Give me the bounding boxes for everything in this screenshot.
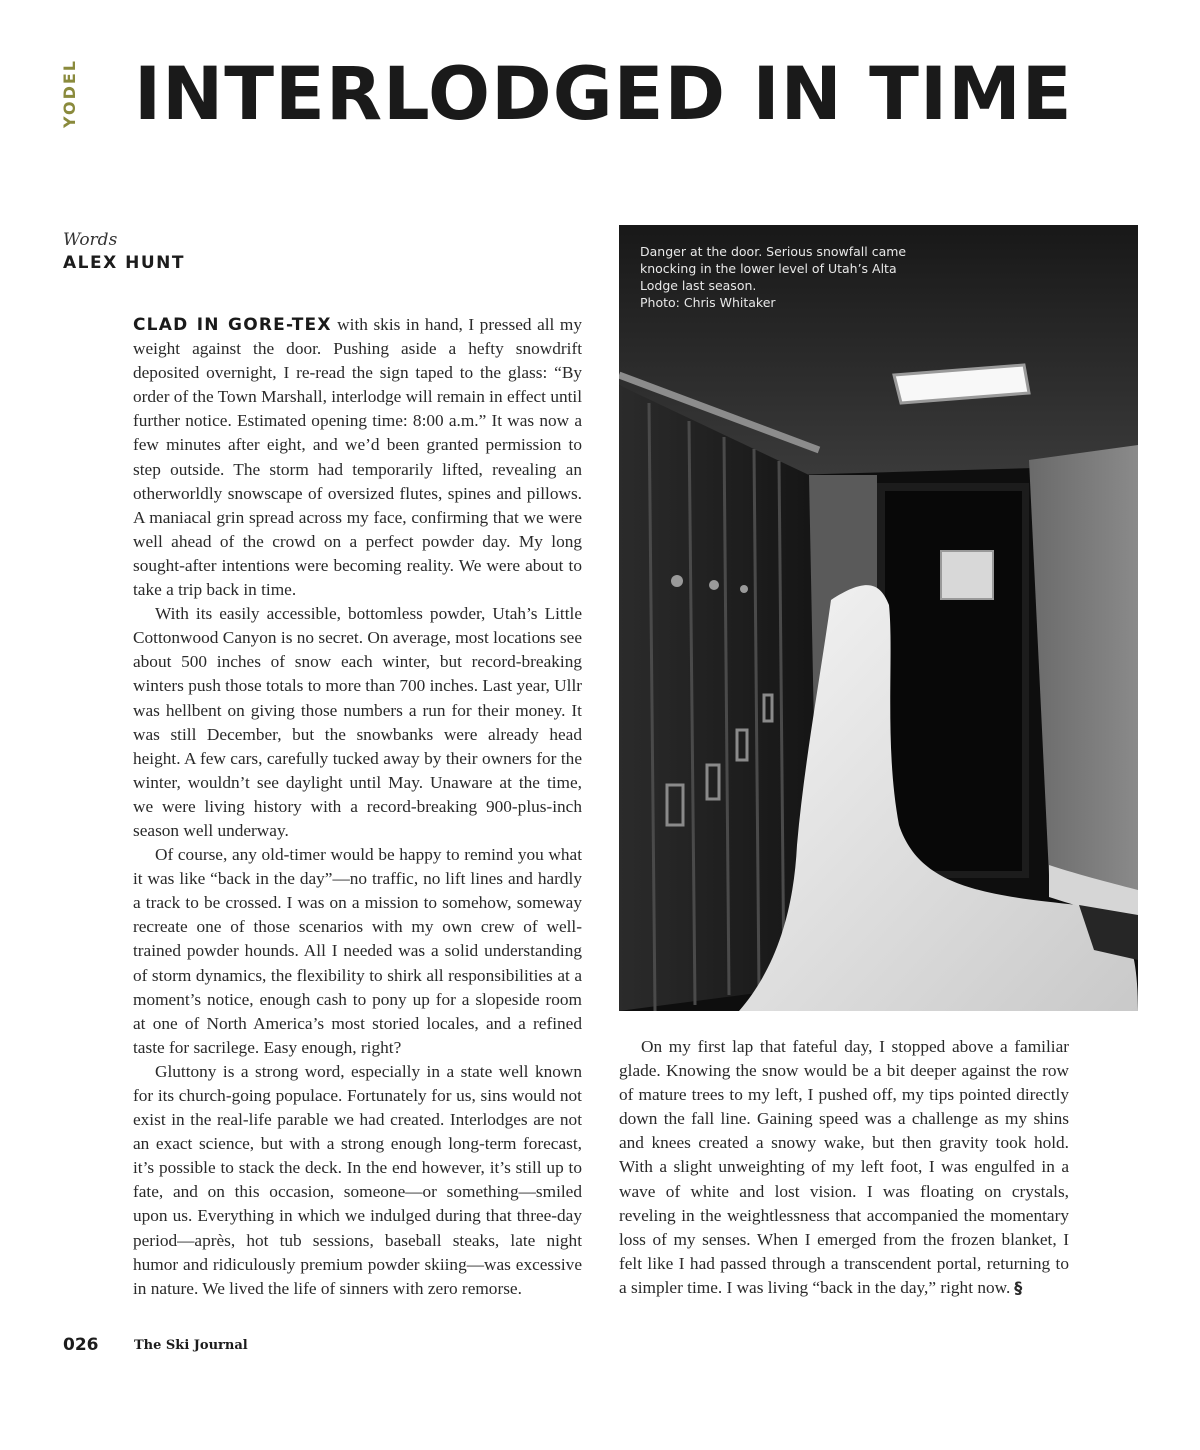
page-number: 026	[63, 1335, 99, 1355]
photo-illustration	[619, 225, 1138, 1011]
paragraph-text: with skis in hand, I pressed all my weight against the door. Pushing aside a hefty snowdrift deposited overnight, I re-read the sign taped to the glass: “By order of the Town Marshall, interlodge will remain in effect until further notice. Estimated opening time: 8:00 a.m.” It was now a few minutes after eight, and we’d been granted permission to step outside. The storm had temporarily lifted, revealing an otherworldly snowscape of oversized flutes, spines and pillows. A maniacal grin spread across my face, confirming that we were well ahead of the crowd on a perfect powder day. My long sought-after intentions were becoming reality. We were about to take a trip back in time.	[133, 315, 582, 600]
headline: INTERLODGED IN TIME	[134, 52, 1073, 137]
photo-caption	[640, 243, 940, 311]
article-paragraph	[133, 313, 582, 602]
byline-label: Words	[63, 230, 118, 250]
caption-line: Danger at the door. Serious snowfall came	[640, 244, 907, 259]
caption-line: Photo: Chris Whitaker	[640, 295, 776, 310]
magazine-name: The Ski Journal	[134, 1338, 248, 1353]
byline	[63, 229, 185, 275]
lead-in: CLAD IN GORE-TEX	[133, 315, 332, 335]
section-label: YODEL	[60, 58, 80, 128]
end-mark: §	[1014, 1277, 1023, 1297]
section-tag	[42, 58, 98, 128]
article-paragraph	[619, 1035, 1069, 1300]
article-column-left	[133, 313, 582, 1301]
byline-author: ALEX HUNT	[63, 253, 185, 273]
paragraph-text: On my first lap that fateful day, I stopped above a familiar glade. Knowing the snow would be a bit deeper against the row of mature trees to my left, I pushed off, my tips pointed directly down the fall line. Gaining speed was a challenge as my shins and knees created a snowy wake, but then gravity took hold. With a slight unweighting of my left foot, I was engulfed in a wave of white and lost vision. I was floating on crystals, reveling in the weightlessness that accompanied the momentary loss of my senses. When I emerged from the frozen blanket, I felt like I had passed through a transcendent portal, returning to a simpler time. I was living “back in the day,” right now.	[619, 1037, 1069, 1297]
hallway-snowdrift-photo	[619, 225, 1138, 1011]
article-paragraph: Of course, any old-timer would be happy to remind you what it was like “back in the day”—no traffic, no lift lines and hardly a track to be crossed. I was on a mission to somehow, someway recreate one of those scenarios with my own crew of well-trained powder hounds. All I needed was a solid understanding of storm dynamics, the flexibility to shirk all responsibilities at a moment’s notice, enough cash to pony up for a slopeside room at one of North America’s most storied locales, and a refined taste for sacrilege. Easy enough, right?	[133, 845, 582, 1057]
article-paragraph: With its easily accessible, bottomless powder, Utah’s Little Cottonwood Canyon is no secret. On average, most locations see about 500 inches of snow each winter, but record-breaking winters push those totals to more than 700 inches. Last year, Ullr was hellbent on giving those numbers a run for their money. It was still December, but the snowbanks were already head height. A few cars, carefully tucked away by their owners for the winter, wouldn’t see daylight until May. Unaware at the time, we were living history with a record-breaking 900-plus-inch season well underway.	[133, 604, 583, 840]
caption-line: Lodge last season.	[640, 278, 757, 293]
article-paragraph: Gluttony is a strong word, especially in a state well known for its church-going populace. Fortunately for us, sins would not exist in the real-life parable we had created. Interlodges are not an exact science, but with a strong enough long-term forecast, it’s possible to stack the deck. In the end however, it’s still up to fate, and on this occasion, someone—or something—smiled upon us. Everything in which we indulged during that three-day period—après, hot tub sessions, baseball steaks, late night humor and ridiculously premium powder skiing—was excessive in nature. We lived the life of sinners with zero remorse.	[133, 1061, 582, 1298]
article-column-right	[619, 1035, 1069, 1300]
caption-line: knocking in the lower level of Utah’s Alta	[640, 261, 897, 276]
